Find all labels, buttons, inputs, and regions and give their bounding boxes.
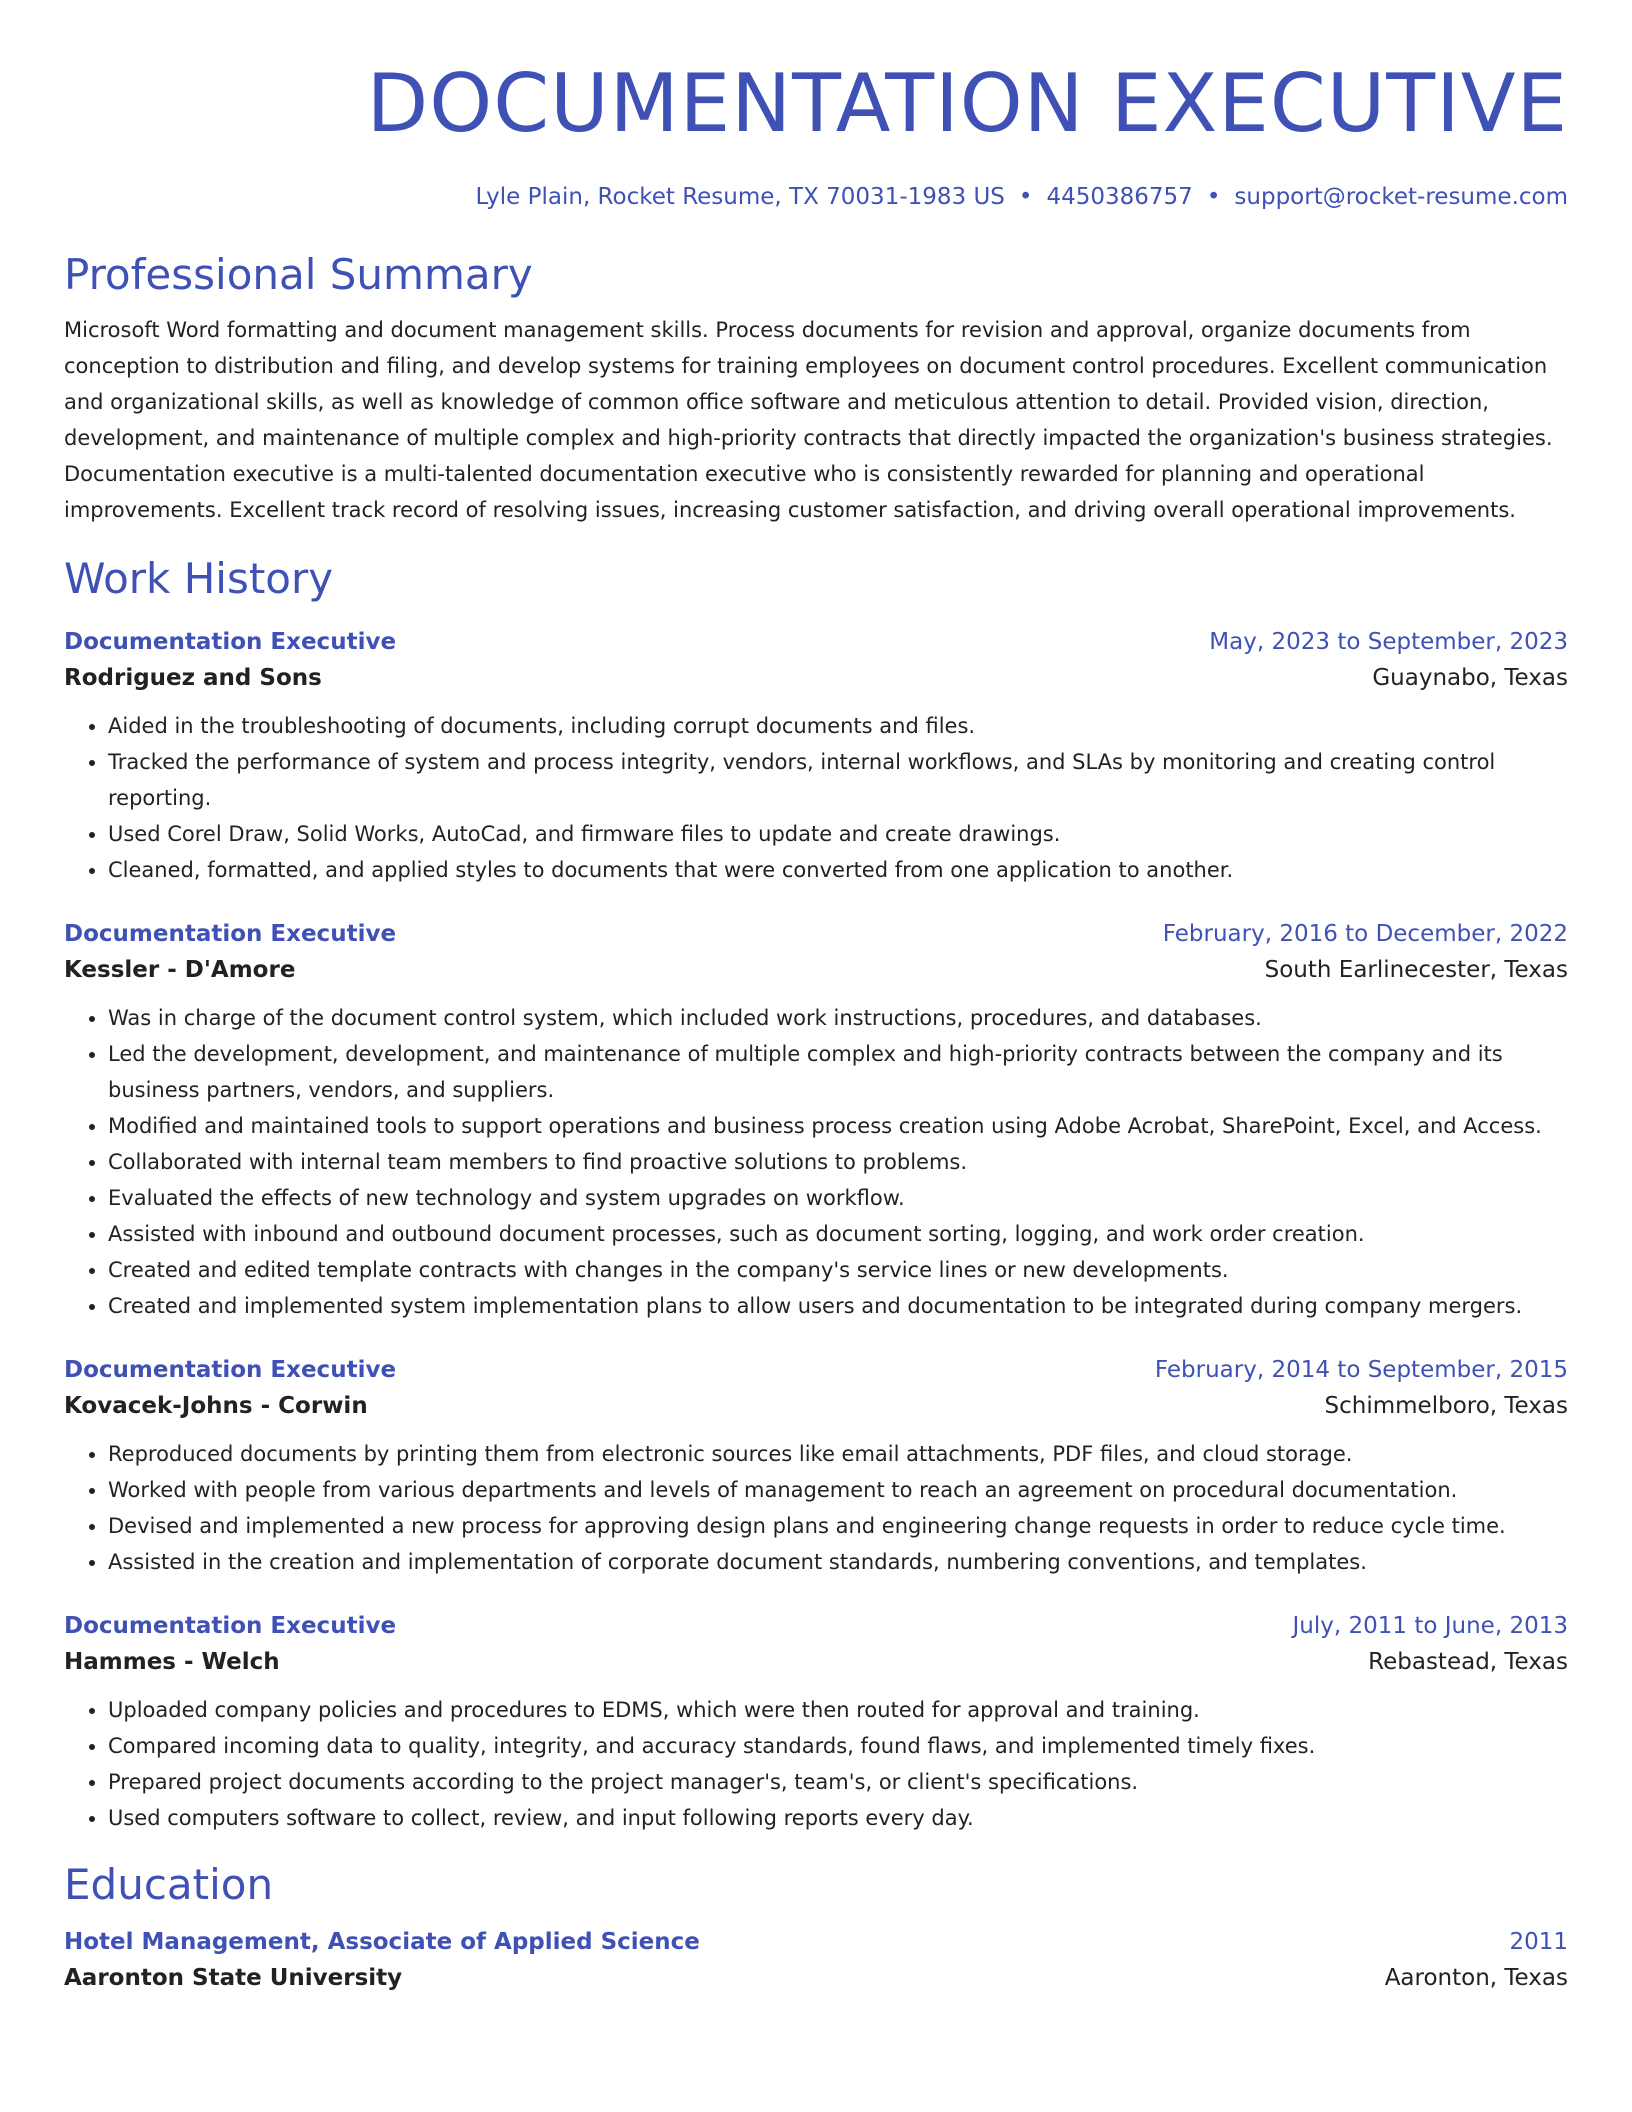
job-title: Documentation Executive (64, 629, 397, 655)
job-bullet: • Aided in the troubleshooting of documents, including corrupt documents and files. (108, 708, 1568, 744)
education-school-row (64, 1960, 1568, 1996)
job-entry (64, 1352, 1568, 1580)
job-bullet: • Devised and implemented a new process for approving design plans and engineering change requests in order to reduce cycle time. (108, 1508, 1568, 1544)
job-company-row (64, 1644, 1568, 1680)
job-company: Kovacek-Johns - Corwin (64, 1393, 368, 1419)
job-dates: February, 2014 to September, 2015 (1154, 1357, 1568, 1383)
job-bullet: • Reproduced documents by printing them from electronic sources like email attachments, PDF files, and cloud storage. (108, 1436, 1568, 1472)
job-company-row (64, 660, 1568, 696)
job-dates: July, 2011 to June, 2013 (1292, 1613, 1568, 1639)
education-degree-row (64, 1924, 1568, 1960)
job-location: Rebastead, Texas (1368, 1649, 1568, 1675)
resume-header (64, 56, 1568, 212)
job-bullet: • Created and edited template contracts with changes in the company's service lines or new developments. (108, 1252, 1568, 1288)
job-bullet: • Used computers software to collect, review, and input following reports every day. (108, 1800, 1568, 1836)
education-heading: Education (64, 1860, 274, 1909)
job-title-row (64, 1352, 1568, 1388)
candidate-name: DOCUMENTATION EXECUTIVE (366, 57, 1568, 150)
job-location: South Earlinecester, Texas (1264, 957, 1568, 983)
contact-email: support@rocket-resume.com (1234, 184, 1568, 210)
education-entry (64, 1924, 1568, 1996)
contact-separator: • (1018, 184, 1033, 210)
job-company: Hammes - Welch (64, 1649, 280, 1675)
job-bullet: • Compared incoming data to quality, integrity, and accuracy standards, found flaws, and implemented timely fixes. (108, 1728, 1568, 1764)
summary-text: Microsoft Word formatting and document management skills. Process documents for revision and approval, organize documents from conception to distribution and filing, and develop systems for training employees on document control procedures. Excellent communication and organizational skills, as well as knowledge of common office software and meticulous attention to detail. Provided vision, direction, development, and maintenance of multiple complex and high-priority contracts that directly impacted the organization's business strategies. Documentation executive is a multi-talented documentation executive who is consistently rewarded for planning and operational improvements. Excellent track record of resolving issues, increasing customer satisfaction, and driving overall operational improvements. (64, 318, 1553, 522)
job-company: Kessler - D'Amore (64, 957, 296, 983)
job-company-row (64, 1388, 1568, 1424)
job-dates: February, 2016 to December, 2022 (1162, 921, 1568, 947)
education-year: 2011 (1509, 1929, 1568, 1955)
contact-separator: • (1206, 184, 1221, 210)
job-bullet: • Led the development, development, and maintenance of multiple complex and high-priority contracts between the company and its business partners, vendors, and suppliers. (108, 1036, 1568, 1108)
work-history-heading: Work History (64, 554, 334, 603)
job-location: Guaynabo, Texas (1372, 665, 1568, 691)
job-title-row (64, 624, 1568, 660)
job-bullet: • Cleaned, formatted, and applied styles to documents that were converted from one application to another. (108, 852, 1568, 888)
education-degree: Hotel Management, Associate of Applied Science (64, 1929, 700, 1955)
job-title-row (64, 1608, 1568, 1644)
job-bullet: • Used Corel Draw, Solid Works, AutoCad, and firmware files to update and create drawings. (108, 816, 1568, 852)
job-bullet: • Collaborated with internal team members to find proactive solutions to problems. (108, 1144, 1568, 1180)
job-bullet: • Created and implemented system implementation plans to allow users and documentation to be integrated during company mergers. (108, 1288, 1568, 1324)
education-location: Aaronton, Texas (1384, 1965, 1568, 1991)
job-dates: May, 2023 to September, 2023 (1209, 629, 1568, 655)
job-entry (64, 624, 1568, 888)
work-history-list (64, 624, 1568, 1836)
job-company: Rodriguez and Sons (64, 665, 322, 691)
education-school: Aaronton State University (64, 1965, 403, 1991)
job-bullets (64, 1436, 1568, 1580)
job-bullet: • Modified and maintained tools to support operations and business process creation using Adobe Acrobat, SharePoint, Excel, and Access. (108, 1108, 1568, 1144)
job-bullet: • Prepared project documents according to the project manager's, team's, or client's specifications. (108, 1764, 1568, 1800)
job-entry (64, 916, 1568, 1324)
contact-phone: 4450386757 (1046, 184, 1193, 210)
job-location: Schimmelboro, Texas (1324, 1393, 1568, 1419)
job-bullet: • Tracked the performance of system and process integrity, vendors, internal workflows, and SLAs by monitoring and creating control reporting. (108, 744, 1568, 816)
job-title: Documentation Executive (64, 1357, 397, 1383)
job-bullet: • Evaluated the effects of new technology and system upgrades on workflow. (108, 1180, 1568, 1216)
job-bullet: • Worked with people from various departments and levels of management to reach an agreement on procedural documentation. (108, 1472, 1568, 1508)
job-entry (64, 1608, 1568, 1836)
job-bullets (64, 1000, 1568, 1324)
summary-heading: Professional Summary (64, 250, 533, 299)
job-bullet: • Assisted with inbound and outbound document processes, such as document sorting, logging, and work order creation. (108, 1216, 1568, 1252)
job-bullet: • Assisted in the creation and implementation of corporate document standards, numbering conventions, and templates. (108, 1544, 1568, 1580)
job-company-row (64, 952, 1568, 988)
job-title-row (64, 916, 1568, 952)
job-bullets (64, 1692, 1568, 1836)
job-title: Documentation Executive (64, 921, 397, 947)
contact-address: Lyle Plain, Rocket Resume, TX 70031-1983 US (475, 184, 1005, 210)
job-title: Documentation Executive (64, 1613, 397, 1639)
job-bullet: • Uploaded company policies and procedures to EDMS, which were then routed for approval and training. (108, 1692, 1568, 1728)
job-bullet: • Was in charge of the document control system, which included work instructions, procedures, and databases. (108, 1000, 1568, 1036)
contact-line (64, 182, 1568, 212)
job-bullets (64, 708, 1568, 888)
